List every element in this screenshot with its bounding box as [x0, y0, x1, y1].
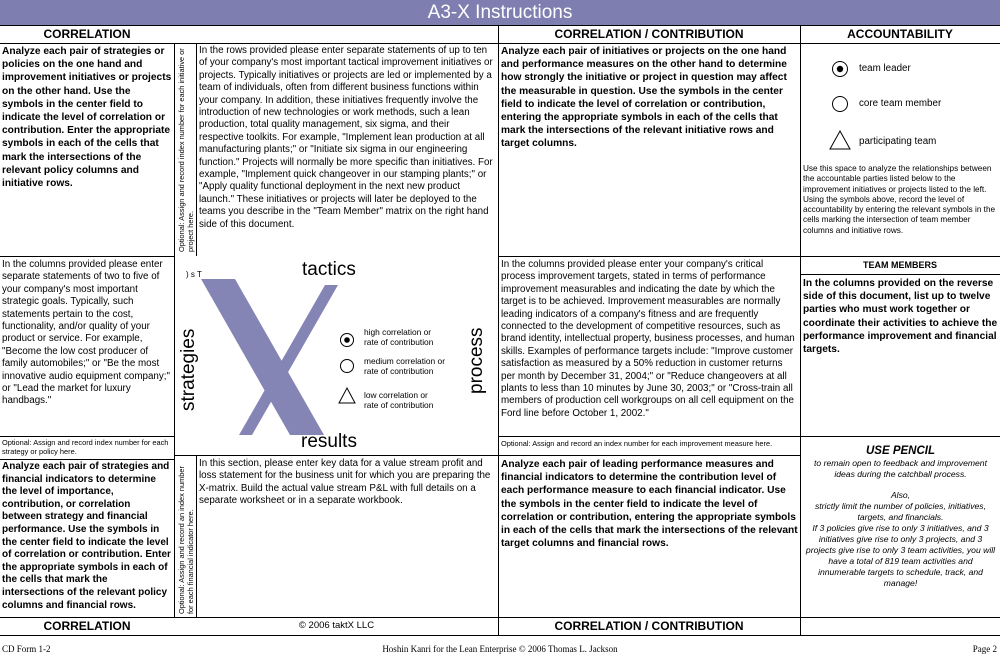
- initiatives-measures-instructions: Analyze each pair of initiatives or projects on the one hand and performance measures on the other hand to determine how strongly the initiative or project in question may affect the measurable in question. Use the symbols in the center field to indicate the level of correlation or contribution, entering the appropriate symbols in each of the cells that mark the intersections of the relevant initiative rows and target columns.: [501, 46, 787, 150]
- legend-text: rate of contribution: [364, 337, 434, 347]
- use-pencil-note: [801, 444, 1000, 617]
- measures-financial-instructions: Analyze each pair of leading performance measures and financial indicators to determine the contribution level of each performance measure to each financial indicator. Use the symbols in the center field to indicate the level of correlation or contribution, entering the appropriate symbols in each of the cells that mark the intersections of the relevant target columns and financial rows.: [501, 459, 798, 550]
- circle-dot-icon-center: [837, 66, 843, 72]
- footer-form-id: CD Form 1-2: [2, 644, 51, 654]
- legend-low-correlation: [364, 390, 484, 410]
- copyright: © 2006 taktX LLC: [298, 620, 375, 631]
- label-strategies: strategies: [178, 328, 199, 411]
- legend-team-leader: team leader: [859, 63, 911, 74]
- initiative-index-note: Optional: Assign and record index number for each initiative or project here.: [177, 48, 195, 252]
- use-pencil-line3: strictly limit the number of policies, initiatives, targets, and financials.: [815, 501, 986, 522]
- grid-line: [0, 256, 174, 257]
- header-team-members: TEAM MEMBERS: [863, 260, 937, 270]
- circle-icon: [341, 360, 354, 373]
- circle-dot-icon-center: [344, 337, 350, 343]
- label-tactics: tactics: [302, 259, 356, 280]
- accountability-instructions: Use this space to analyze the relationships between the accountable parties listed below to the improvement initiatives or projects listed to the left. Using the symbols above, record the level of accountability by entering the relevant symbols in the cells marking the intersection of team member columns and initiative rows.: [803, 164, 996, 235]
- legend-text: medium correlation or: [364, 356, 445, 366]
- use-pencil-line4: If 3 policies give rise to only 3 initiatives, and 3 initiatives give rise to only 3 projects, and 3 projects give rise to only 3 team activities, you will have a total of 819 team activities and innumerable targets to schedule, track, and manage!: [805, 523, 996, 588]
- label-results: results: [301, 431, 357, 452]
- strategies-instructions: In the columns provided please enter separate statements of two to five of your company's most important strategic goals. Typically, such statements pertain to the cost, functionality, and/or quality of your product or service. For example, "Become the low cost producer of family automobiles;" or "Be the most innovative audio equipment company;" or "Lead the market for luxury handbags.": [2, 259, 170, 407]
- pl-instructions: In this section, please enter key data for a value stream profit and loss statement for the business unit for which you are preparing the X-matrix. Build the actual value stream P&L with full details on a separate worksheet or in a separate workbook.: [199, 458, 491, 507]
- footer-page-number: Page 2: [972, 644, 997, 654]
- rotated-mark-small: ) s T: [186, 270, 202, 279]
- legend-text: rate of contribution: [364, 366, 434, 376]
- label-process: process: [466, 327, 487, 394]
- legend-high-correlation: [364, 327, 484, 347]
- targets-instructions: In the columns provided please enter your company's critical process improvement targets, stated in terms of performance improvement measurables and indicating the date by which the target is to be achieved. Improvement measurables are normally leading indicators of a company's fitness and are frequently connected to the development of competitive resources, such as brand identity, intellectual property, business processes, and human skills. Examples of performance targets include: "Improve customer satisfaction as measured by a 50% reduction in customer returns per month by December 31, 2004;" or "Reduce changeovers at all plants to less than 10 minutes by June 30, 2003;" or "Cross-train all members of production cell workgroups on all cell equipment on the Ford line before October 1, 2002.": [501, 259, 795, 419]
- grid-line: [174, 455, 800, 456]
- header-correlation-top: CORRELATION: [43, 27, 131, 41]
- legend-participating-team: participating team: [859, 136, 937, 147]
- strategy-index-note: Optional: Assign and record index number for each strategy or policy here.: [2, 438, 169, 456]
- header-correlation-bottom: CORRELATION: [43, 619, 131, 633]
- legend-text: rate of contribution: [364, 400, 434, 410]
- legend-core-team-member: core team member: [859, 98, 942, 109]
- accountability-symbols: [828, 58, 852, 156]
- grid-line: [800, 274, 1000, 275]
- grid-line: [498, 436, 1000, 437]
- grid-line: [0, 635, 1000, 636]
- grid-line: [0, 25, 1000, 26]
- circle-icon: [833, 97, 848, 112]
- financial-index-note: Optional: Assign and record an index number for each financial indicator here.: [177, 466, 195, 614]
- page-title: A3-X Instructions: [0, 0, 1000, 25]
- header-correlation-contribution-top: CORRELATION / CONTRIBUTION: [554, 27, 744, 41]
- legend-text: low correlation or: [364, 390, 428, 400]
- top-left-instructions: Analyze each pair of strategies or policies on the one hand and improvement initiatives or projects on the other hand. Use the symbols in the center field to indicate the level of correlation or contribution. Enter the appropriate symbols in each of the cells that mark the intersections of the relevant policy columns and initiative rows.: [2, 46, 172, 190]
- use-pencil-line1: to remain open to feedback and improvement ideas during the catchball process.: [814, 458, 987, 479]
- legend-medium-correlation: [364, 356, 484, 376]
- use-pencil-line2: Also,: [890, 490, 911, 500]
- triangle-icon: [830, 131, 850, 149]
- header-correlation-contribution-bottom: CORRELATION / CONTRIBUTION: [554, 619, 744, 633]
- header-accountability: ACCOUNTABILITY: [847, 27, 953, 41]
- team-members-instructions: In the columns provided on the reverse side of this document, list up to twelve parties who must work together or coordinate their activities to achieve the performance improvement and financial targets.: [803, 278, 998, 356]
- triangle-icon: [339, 388, 355, 403]
- use-pencil-title: USE PENCIL: [865, 445, 935, 457]
- legend-text: high correlation or: [364, 327, 432, 337]
- footer-book-title: Hoshin Kanri for the Lean Enterprise © 2006 Thomas L. Jackson: [382, 644, 618, 654]
- measure-index-note: Optional: Assign and record an index number for each improvement measure here.: [501, 439, 773, 448]
- financial-correlation-instructions: Analyze each pair of strategies and financial indicators to determine the level of importance, contribution, or correlation between strategy and financial performance. Use the symbols in the center field to indicate the level of correlation or contribution. Enter the appropriate symbols in each of the cells that mark the intersections of the relevant policy columns and financial rows.: [2, 461, 171, 611]
- initiatives-instructions: In the rows provided please enter separate statements of up to ten of your company's most important tactical improvement initiatives or projects. Typically initiatives or projects are led or implemented by a team of individuals, often from different business functions within your company. In addition, these initiatives frequently involve the introduction of new technologies or work methods, such a lean production, total quality management, six sigma, and their respective toolkits. For example, "Implement lean production at all manufacturing plants;" or "Initiate six sigma in our engineering function." Projects will normally be more specific than initiatives. For example, "Implement quick changeover in our stamping plants;" or "Apply quality functional deployment in the next new product launch." These initiatives or projects will later be deployed to the teams you describe in the "Team Member" matrix on the right hand side of this document.: [199, 45, 493, 230]
